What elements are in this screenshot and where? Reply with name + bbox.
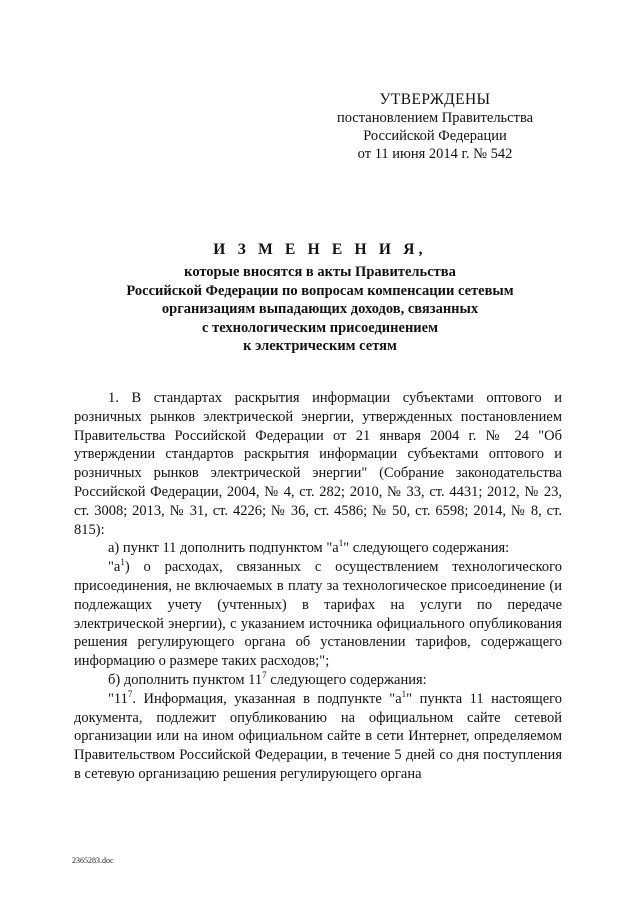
paragraph-5 — [74, 690, 562, 784]
document-heading — [90, 240, 550, 356]
approval-line-resolution: постановлением Правительства — [336, 110, 534, 126]
paragraph-5-text-b: . Информация, указанная в подпункте "а — [132, 690, 402, 707]
paragraph-5-superscript-2: 1 — [401, 688, 407, 699]
paragraph-1: 1. В стандартах раскрытия информации субъектами оптового и розничных рынков электрической энергии, утвержденных постановлением Правительства Российской Федерации от 21 января 2004 г. № 24 "Об утверждении стандартов раскрытия информации субъектами оптового и розничных рынков электрической энергии" (Собрание законодательства Российской Федерации, 2004, № 4, ст. 282; 2010, № 33, ст. 4431; 2012, № 23, ст. 3008; 2013, № 31, ст. 4226; № 36, ст. 4586; № 50, ст. 6598; 2014, № 8, ст. 815): — [74, 390, 562, 538]
paragraph-4-text-b: следующего содержания: — [266, 671, 427, 688]
approval-line-date-number: от 11 июня 2014 г. № 542 — [357, 146, 513, 162]
document-title: И З М Е Н Е Н И Я, — [213, 241, 427, 258]
paragraph-3-text-b: ) о расходах, связанных с осуществлением технологического присоединения, не включаемых в плату за технологическое присоединение (и подлежащих учету (учтенных) в тарифах на услуги по передаче электрической энергии), с указанием источника официального опубликования решения регулирующего органа об установлении тарифов, содержащего информацию о размере таких расходов;"; — [74, 559, 562, 670]
paragraph-2-text-a: а) пункт 11 дополнить подпунктом "а — [108, 540, 339, 557]
approval-block — [330, 91, 540, 163]
paragraph-2-text-b: " следующего содержания: — [343, 540, 510, 557]
heading-line-4: с технологическим присоединением — [202, 319, 438, 336]
heading-line-3: организациям выпадающих доходов, связанных — [161, 301, 479, 318]
approval-title: УТВЕРЖДЕНЫ — [379, 91, 491, 108]
heading-line-2: Российской Федерации по вопросам компенсации сетевым — [126, 282, 514, 299]
paragraph-5-text-a: "11 — [108, 690, 128, 707]
paragraph-4 — [74, 671, 562, 690]
document-body — [74, 389, 562, 784]
paragraph-3-text-a: "а — [108, 559, 121, 576]
paragraph-5-superscript: 7 — [127, 688, 133, 699]
paragraph-5-text-c: " пункта 11 настоящего документа, подлежит опубликованию на официальном сайте сетевой организации или на ином официальном сайте в сети Интернет, определяемом Правительством Российской Федерации, в течение 5 дней со дня поступления в сетевую организацию решения регулирующего органа — [74, 690, 562, 782]
paragraph-2 — [74, 539, 562, 558]
paragraph-4-text-a: б) дополнить пунктом 11 — [108, 671, 263, 688]
paragraph-3-superscript: 1 — [120, 557, 125, 568]
paragraph-2-superscript: 1 — [338, 538, 344, 549]
footer-doc-id: 2365283.doc — [72, 856, 114, 865]
paragraph-4-superscript: 7 — [262, 669, 267, 680]
heading-line-1: которые вносятся в акты Правительства — [184, 264, 456, 280]
paragraph-3 — [74, 558, 562, 671]
heading-line-5: к электрическим сетям — [243, 338, 397, 355]
approval-line-federation: Российской Федерации — [363, 128, 507, 144]
